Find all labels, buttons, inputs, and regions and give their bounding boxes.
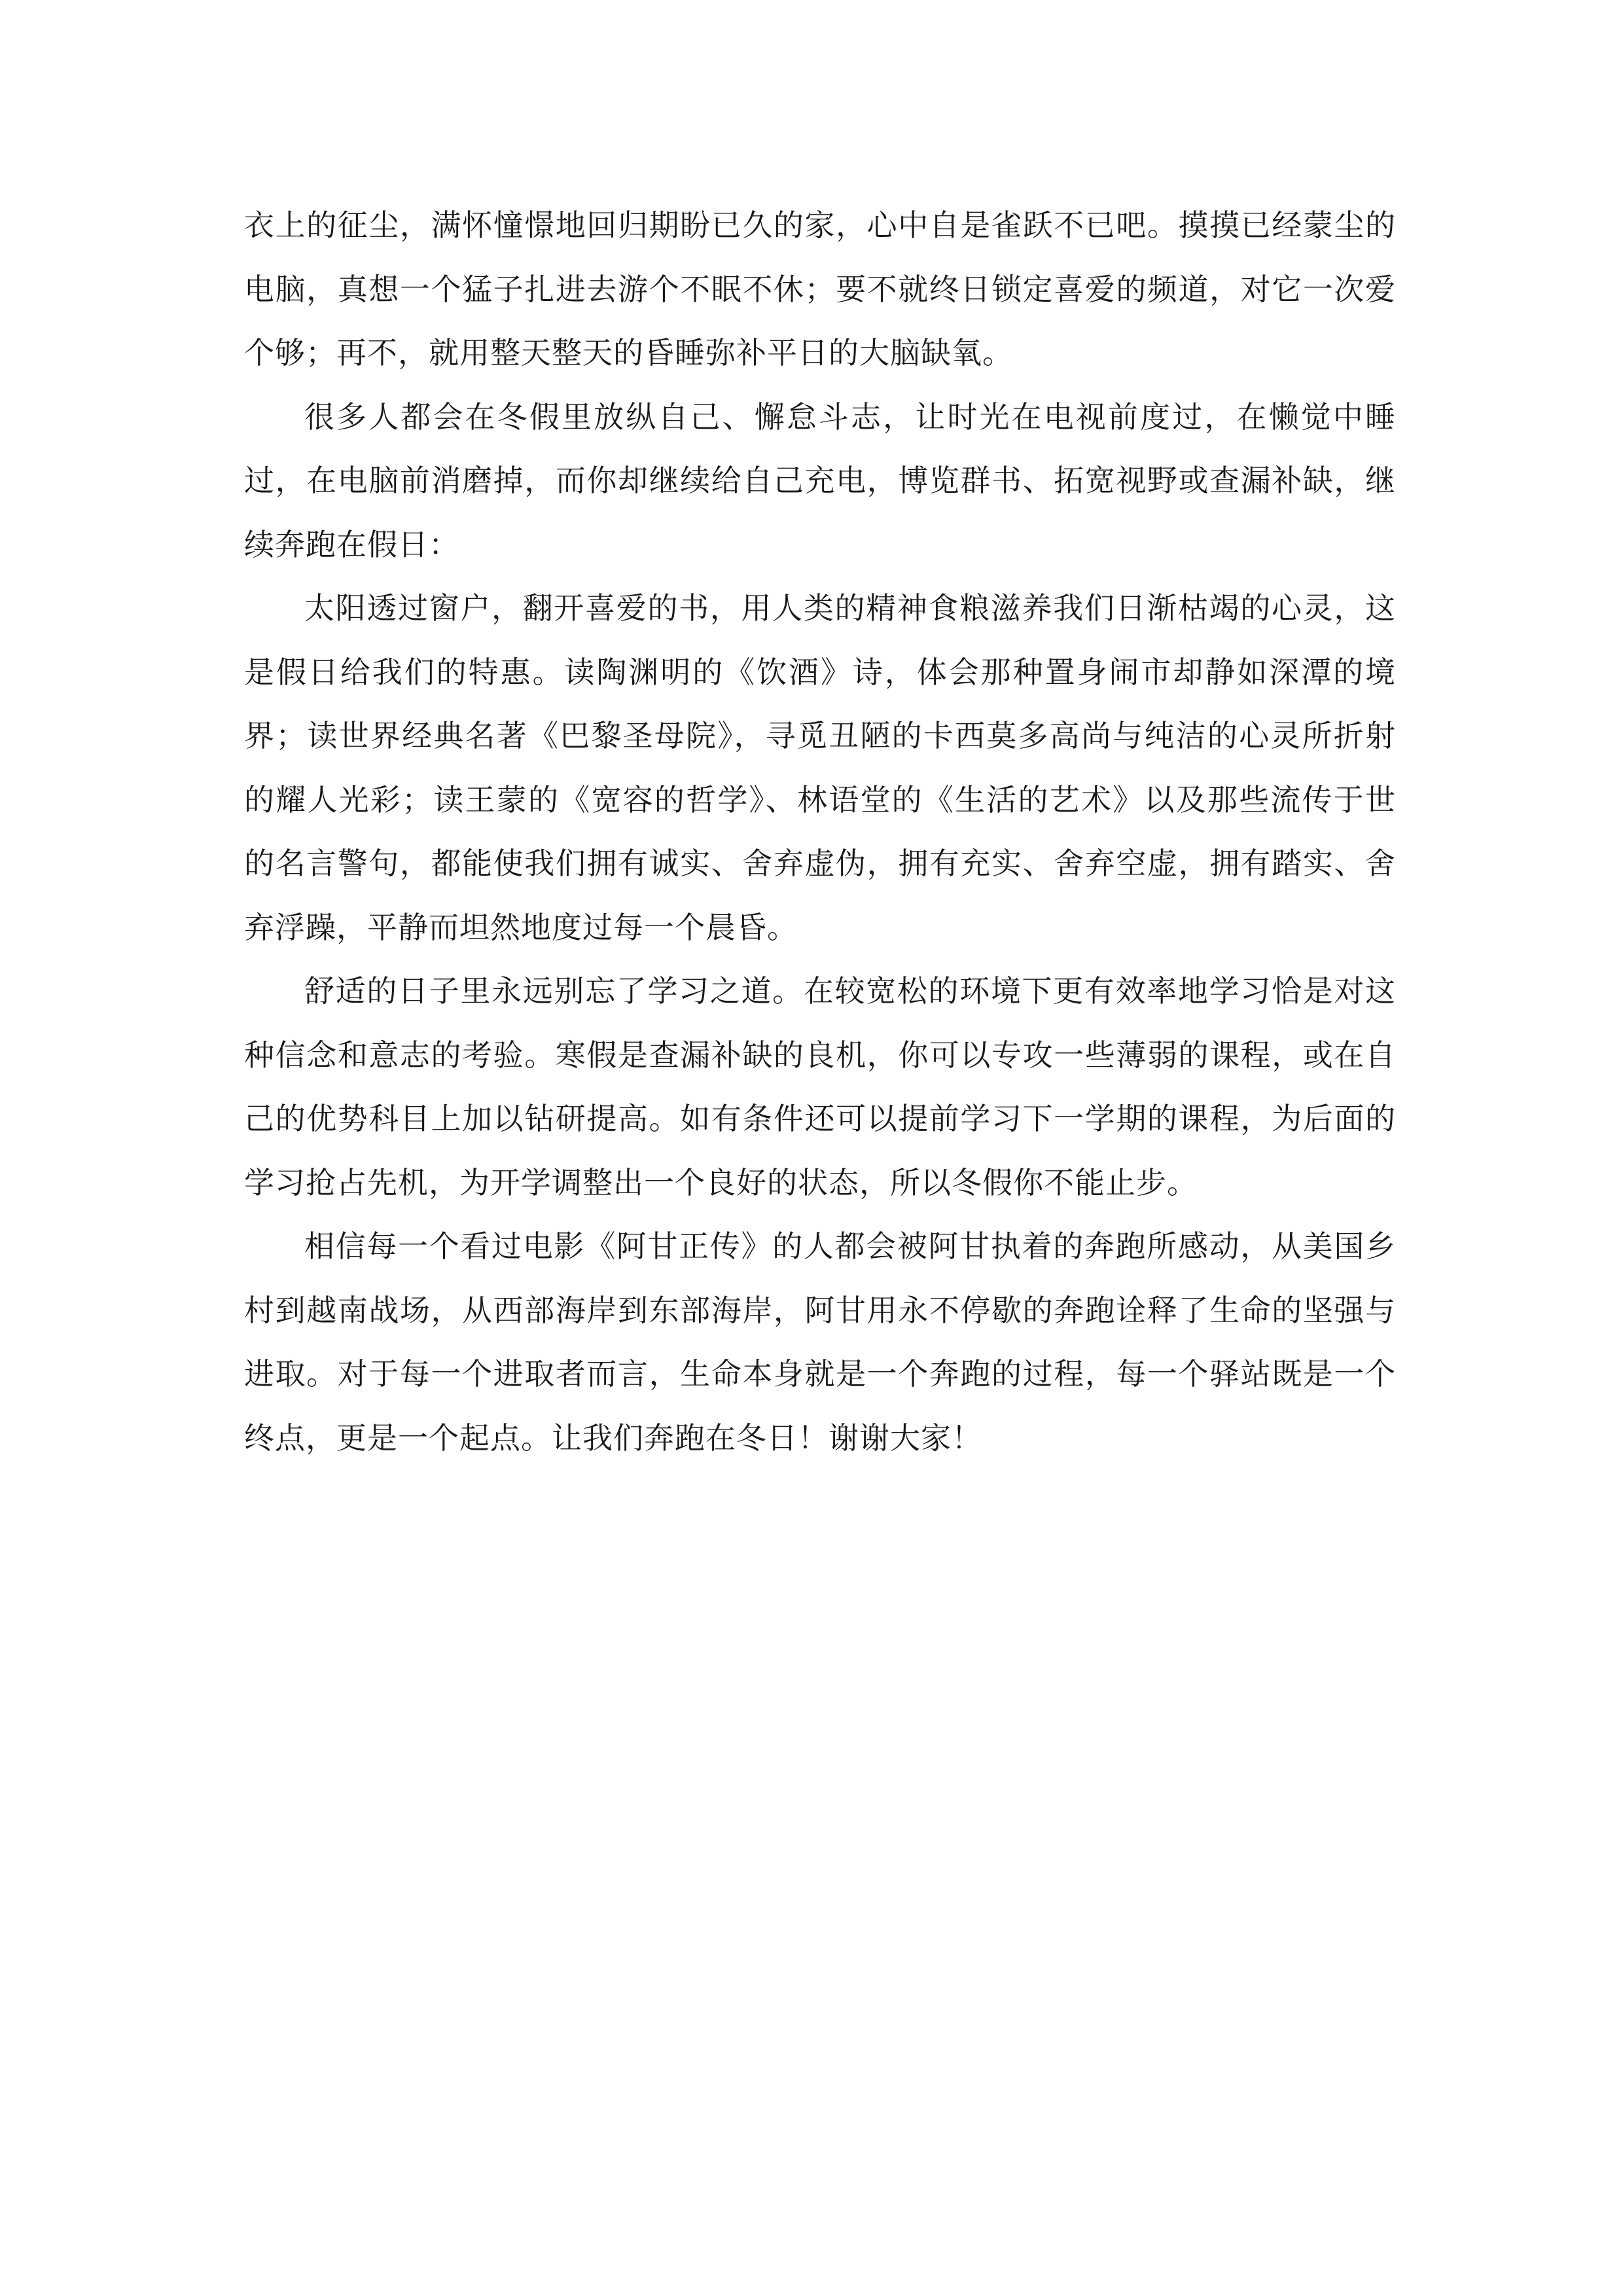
paragraph-4: 舒适的日子里永远别忘了学习之道。在较宽松的环境下更有效率地学习恰是对这种信念和意志的考验。寒假是查漏补缺的良机，你可以专攻一些薄弱的课程，或在自己的优势科目上加以钻研提高。如有条件还可以提前学习下一学期的课程，为后面的学习抢占先机，为开学调整出一个良好的状态，所以冬假你不能止步。 (244, 973, 1396, 1200)
paragraph-1: 衣上的征尘，满怀憧憬地回归期盼已久的家，心中自是雀跃不已吧。摸摸已经蒙尘的电脑，真想一个猛子扎进去游个不眠不休；要不就终日锁定喜爱的频道，对它一次爱个够；再不，就用整天整天的昏睡弥补平日的大脑缺氧。 (244, 207, 1396, 370)
document-body (244, 194, 1396, 1470)
paragraph-2: 很多人都会在冬假里放纵自己、懈怠斗志，让时光在电视前度过，在懒觉中睡过，在电脑前消磨掉，而你却继续给自己充电，博览群书、拓宽视野或查漏补缺，继续奔跑在假日： (244, 399, 1396, 562)
paragraph-3: 太阳透过窗户，翻开喜爱的书，用人类的精神食粮滋养我们日渐枯竭的心灵，这是假日给我们的特惠。读陶渊明的《饮酒》诗，体会那种置身闹市却静如深潭的境界；读世界经典名著《巴黎圣母院》，寻觅丑陋的卡西莫多高尚与纯洁的心灵所折射的耀人光彩；读王蒙的《宽容的哲学》、林语堂的《生活的艺术》以及那些流传于世的名言警句，都能使我们拥有诚实、舍弃虚伪，拥有充实、舍弃空虚，拥有踏实、舍弃浮躁，平静而坦然地度过每一个晨昏。 (244, 590, 1396, 945)
paragraph-5: 相信每一个看过电影《阿甘正传》的人都会被阿甘执着的奔跑所感动，从美国乡村到越南战场，从西部海岸到东部海岸，阿甘用永不停歇的奔跑诠释了生命的坚强与进取。对于每一个进取者而言，生命本身就是一个奔跑的过程，每一个驿站既是一个终点，更是一个起点。让我们奔跑在冬日！谢谢大家！ (244, 1229, 1396, 1456)
